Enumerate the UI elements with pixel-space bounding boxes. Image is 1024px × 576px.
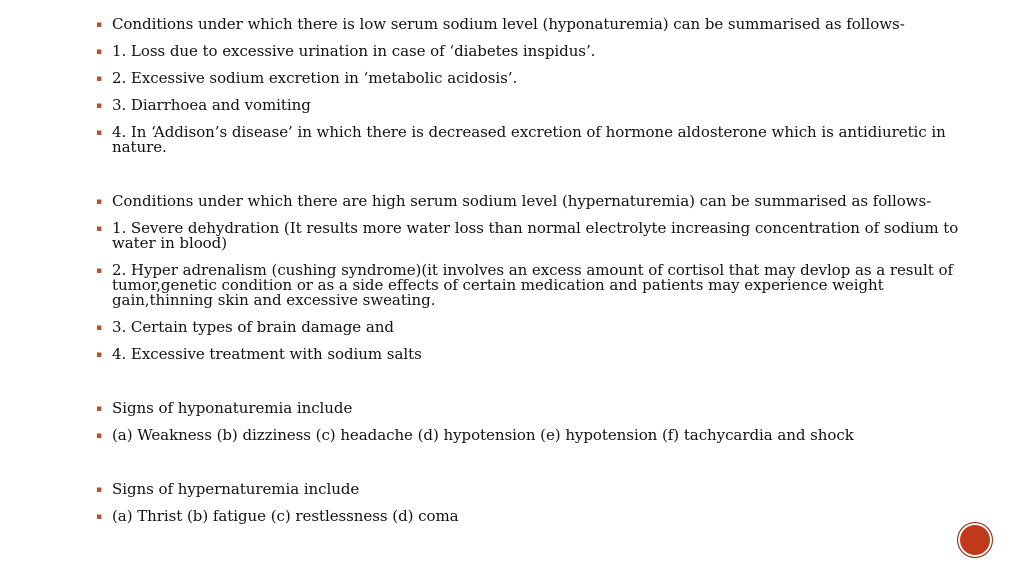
bullet-marker-icon: ▪: [96, 485, 103, 495]
bullet-marker-icon: ▪: [96, 350, 103, 360]
list-item: [96, 320, 976, 335]
list-item: [96, 509, 976, 524]
bullet-list: [96, 17, 976, 536]
bullet-text: 3. Diarrhoea and vomiting: [112, 96, 311, 114]
bullet-text: 2. Excessive sodium excretion in ‘metabolic acidosis’.: [112, 69, 518, 87]
list-item: [96, 71, 976, 86]
list-item: [96, 263, 976, 308]
list-item: [96, 428, 976, 443]
bullet-text: (a) Weakness (b) dizziness (c) headache (d) hypotension (e) hypotension (f) tachycardia and shock: [112, 426, 854, 444]
bullet-text: 1. Severe dehydration (It results more water loss than normal electrolyte increasing concentration of sodium to water in blood): [112, 219, 959, 252]
list-item: [96, 221, 976, 251]
bullet-marker-icon: ▪: [96, 404, 103, 414]
bullet-marker-icon: ▪: [96, 101, 103, 111]
bullet-marker-icon: ▪: [96, 512, 103, 522]
bullet-text: 3. Certain types of brain damage and: [112, 318, 394, 336]
bullet-text: Conditions under which there is low serum sodium level (hyponaturemia) can be summarised as follows-: [112, 15, 905, 33]
bullet-text: Signs of hypernaturemia include: [112, 480, 360, 498]
bullet-marker-icon: ▪: [96, 197, 103, 207]
bullet-text: Signs of hyponaturemia include: [112, 399, 353, 417]
bullet-marker-icon: ▪: [96, 323, 103, 333]
list-item: [96, 17, 976, 32]
list-item: [96, 347, 976, 362]
bullet-text: 1. Loss due to excessive urination in case of ‘diabetes inspidus’.: [112, 42, 596, 60]
list-item: [96, 401, 976, 416]
group-spacer: [96, 374, 976, 401]
bullet-marker-icon: ▪: [96, 224, 103, 234]
list-item: [96, 98, 976, 113]
bullet-text: 2. Hyper adrenalism (cushing syndrome)(it involves an excess amount of cortisol that may devlop as a result of tumor,genetic condition or as a side effects of certain medication and patients may experience weight gain,thinning skin and excessive sweating.: [112, 261, 953, 309]
bullet-text: 4. In ‘Addison’s disease’ in which there is decreased excretion of hormone aldosterone which is antidiuretic in nature.: [112, 123, 946, 156]
bullet-marker-icon: ▪: [96, 20, 103, 30]
bullet-text: (a) Thrist (b) fatigue (c) restlessness (d) coma: [112, 507, 459, 525]
group-spacer: [96, 167, 976, 194]
bullet-marker-icon: ▪: [96, 74, 103, 84]
bullet-marker-icon: ▪: [96, 47, 103, 57]
group-spacer: [96, 455, 976, 482]
list-item: [96, 482, 976, 497]
bullet-marker-icon: ▪: [96, 128, 103, 138]
list-item: [96, 125, 976, 155]
list-item: [96, 194, 976, 209]
bullet-marker-icon: ▪: [96, 431, 103, 441]
bullet-marker-icon: ▪: [96, 266, 103, 276]
bullet-text: Conditions under which there are high serum sodium level (hypernaturemia) can be summarised as follows-: [112, 192, 932, 210]
list-item: [96, 44, 976, 59]
bullet-text: 4. Excessive treatment with sodium salts: [112, 345, 422, 363]
slide-number-badge: [957, 522, 993, 558]
